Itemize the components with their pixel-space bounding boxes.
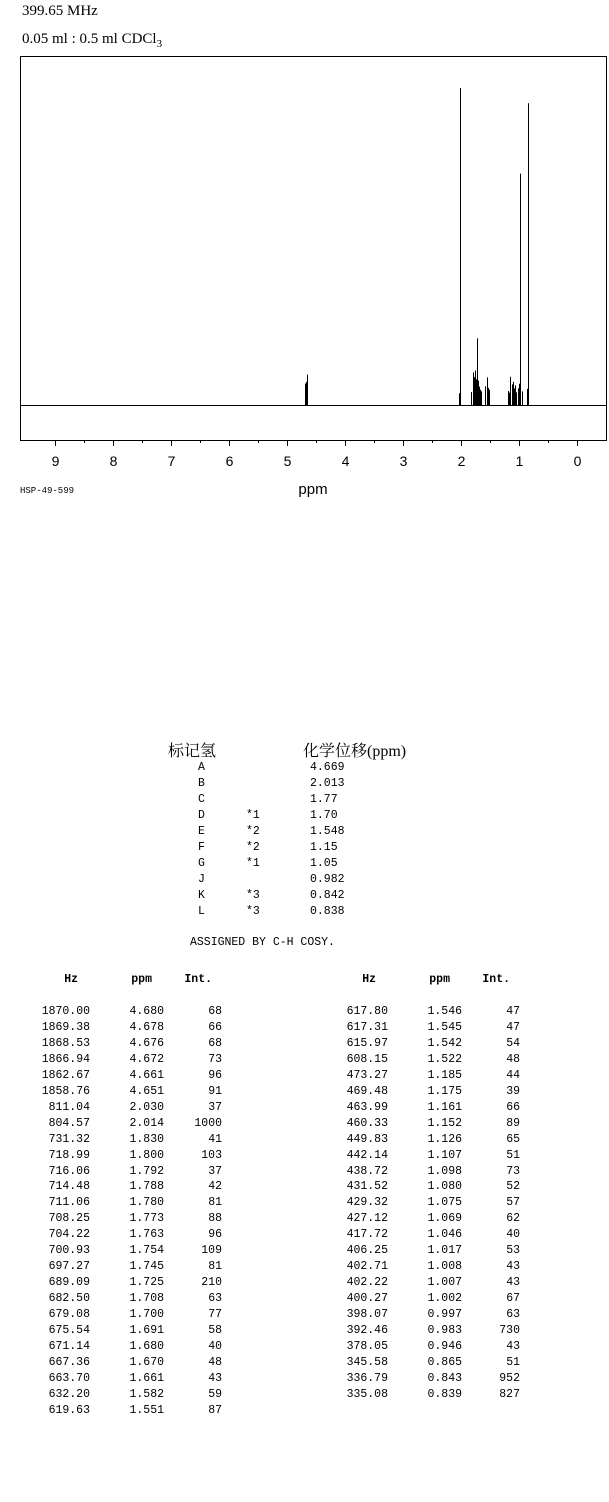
table-cell: 0.946: [427, 1340, 462, 1354]
peak-table-header-cell: ppm: [429, 973, 450, 986]
table-cell: 708.25: [48, 1212, 90, 1226]
table-row: [24, 1068, 222, 1084]
table-row: [322, 1259, 520, 1275]
assignment-shift: 0.838: [310, 905, 345, 918]
table-row: [322, 1148, 520, 1164]
solvent-subscript: 3: [156, 38, 163, 50]
table-cell: 1.522: [427, 1052, 462, 1066]
table-row: [322, 1307, 520, 1323]
table-cell: 40: [506, 1228, 520, 1242]
plot-frame: [21, 57, 607, 441]
table-cell: 89: [506, 1116, 520, 1130]
table-cell: 109: [201, 1244, 222, 1258]
table-cell: 0.843: [427, 1371, 462, 1385]
peak-table-header-cell: Int.: [184, 973, 212, 986]
table-cell: 632.20: [48, 1387, 90, 1401]
table-row: [24, 1403, 222, 1419]
table-cell: 667.36: [48, 1355, 90, 1369]
table-cell: 402.71: [346, 1260, 388, 1274]
table-row: [322, 1020, 520, 1036]
table-row: [24, 1371, 222, 1387]
table-cell: 697.27: [48, 1260, 90, 1274]
x-tick-label: 4: [341, 453, 350, 469]
table-cell: 1.725: [129, 1276, 164, 1290]
table-cell: 398.07: [346, 1308, 388, 1322]
table-cell: 718.99: [48, 1148, 90, 1162]
table-cell: 1.700: [129, 1308, 164, 1322]
assignment-note: [246, 760, 260, 776]
table-row: [322, 1068, 520, 1084]
table-cell: 1858.76: [41, 1084, 90, 1098]
table-cell: 42: [208, 1180, 222, 1194]
assignment-label: C: [198, 793, 205, 806]
table-cell: 65: [506, 1132, 520, 1146]
nmr-spectrum-chart: [0, 0, 609, 500]
assignment-shift: 1.548: [310, 825, 345, 838]
table-cell: 66: [506, 1100, 520, 1114]
table-row: [322, 1227, 520, 1243]
table-cell: 66: [208, 1020, 222, 1034]
table-cell: 1.545: [427, 1020, 462, 1034]
table-cell: 1.763: [129, 1228, 164, 1242]
table-row: [322, 1052, 520, 1068]
table-cell: 402.22: [346, 1276, 388, 1290]
table-cell: 43: [506, 1276, 520, 1290]
assignment-footer: ASSIGNED BY C-H COSY.: [190, 936, 335, 949]
assignment-label: E: [198, 825, 205, 838]
x-tick-label: 7: [167, 453, 176, 469]
x-tick-label: 3: [399, 453, 408, 469]
table-cell: 43: [208, 1371, 222, 1385]
table-cell: 417.72: [346, 1228, 388, 1242]
peak-lines: [306, 88, 529, 405]
assignment-labels: [198, 760, 205, 920]
table-cell: 619.63: [48, 1403, 90, 1417]
table-row: [322, 1179, 520, 1195]
table-row: [322, 1116, 520, 1132]
assignment-label: F: [198, 841, 205, 854]
table-row: [24, 1307, 222, 1323]
table-cell: 811.04: [48, 1100, 90, 1114]
table-cell: 400.27: [346, 1292, 388, 1306]
table-row: [322, 1164, 520, 1180]
table-cell: 617.31: [346, 1020, 388, 1034]
table-cell: 40: [208, 1340, 222, 1354]
table-cell: 91: [208, 1084, 222, 1098]
table-cell: 392.46: [346, 1324, 388, 1338]
table-cell: 1.780: [129, 1196, 164, 1210]
table-cell: 460.33: [346, 1116, 388, 1130]
table-row: [24, 1036, 222, 1052]
table-cell: 335.08: [346, 1387, 388, 1401]
table-cell: 96: [208, 1068, 222, 1082]
table-cell: 716.06: [48, 1164, 90, 1178]
assignment-note: *3: [246, 905, 260, 918]
table-row: [322, 1291, 520, 1307]
assignment-label: J: [198, 873, 205, 886]
assignment-label: B: [198, 777, 205, 790]
table-row: [322, 1100, 520, 1116]
table-cell: 4.661: [129, 1068, 164, 1082]
table-cell: 1.582: [129, 1387, 164, 1401]
table-cell: 51: [506, 1355, 520, 1369]
table-cell: 438.72: [346, 1164, 388, 1178]
table-cell: 1.800: [129, 1148, 164, 1162]
x-tick-label: 0: [573, 453, 582, 469]
table-cell: 4.680: [129, 1005, 164, 1018]
x-axis-label: ppm: [298, 481, 328, 498]
table-cell: 4.676: [129, 1036, 164, 1050]
table-row: [24, 1355, 222, 1371]
table-cell: 671.14: [48, 1340, 90, 1354]
assignment-label: L: [198, 905, 205, 918]
solvent-text: 0.05 ml : 0.5 ml CDCl: [22, 31, 157, 47]
x-axis-ticks: [52, 440, 582, 469]
table-cell: 53: [506, 1244, 520, 1258]
table-cell: 663.70: [48, 1371, 90, 1385]
table-row: [24, 1132, 222, 1148]
table-row: [24, 1211, 222, 1227]
x-tick-label: 2: [457, 453, 466, 469]
table-cell: 1.551: [129, 1403, 164, 1417]
peak-table-header-cell: Int.: [482, 973, 510, 986]
x-tick-label: 9: [51, 453, 60, 469]
table-cell: 1000: [194, 1116, 222, 1130]
table-row: [24, 1020, 222, 1036]
table-cell: 1866.94: [41, 1052, 90, 1066]
assignment-note: *3: [246, 889, 260, 902]
table-row: [322, 1004, 520, 1020]
assignment-shift: 1.77: [310, 793, 338, 806]
x-tick-label: 8: [109, 453, 118, 469]
table-cell: 96: [208, 1228, 222, 1242]
table-cell: 608.15: [346, 1052, 388, 1066]
peak-table-header: [322, 972, 520, 1004]
assignment-header-shift: 化学位移(ppm): [303, 743, 407, 760]
peak-table-left: [24, 972, 222, 1419]
table-row: [24, 1179, 222, 1195]
peak-table-header-cell: Hz: [64, 973, 78, 986]
table-cell: 1.069: [427, 1212, 462, 1226]
table-cell: 730: [499, 1324, 520, 1338]
assignment-note: *2: [246, 841, 260, 854]
table-cell: 1869.38: [41, 1020, 90, 1034]
table-cell: 345.58: [346, 1355, 388, 1369]
table-cell: 731.32: [48, 1132, 90, 1146]
table-cell: 406.25: [346, 1244, 388, 1258]
table-cell: 1.161: [427, 1100, 462, 1114]
peak-table-header-cell: Hz: [362, 973, 376, 986]
table-cell: 378.05: [346, 1340, 388, 1354]
x-tick-label: 1: [515, 453, 524, 469]
table-cell: 37: [208, 1100, 222, 1114]
table-cell: 4.651: [129, 1084, 164, 1098]
table-cell: 63: [506, 1308, 520, 1322]
assignment-note: *1: [246, 857, 260, 870]
assignment-shift: 0.842: [310, 889, 345, 902]
table-cell: 1.680: [129, 1340, 164, 1354]
table-row: [322, 1132, 520, 1148]
table-cell: 711.06: [48, 1196, 90, 1210]
table-cell: 429.32: [346, 1196, 388, 1210]
table-cell: 0.839: [427, 1387, 462, 1401]
table-cell: 1.175: [427, 1084, 462, 1098]
table-cell: 88: [208, 1212, 222, 1226]
table-row: [24, 1291, 222, 1307]
table-cell: 1.017: [427, 1244, 462, 1258]
table-cell: 1.788: [129, 1180, 164, 1194]
table-cell: 0.865: [427, 1355, 462, 1369]
table-cell: 1.745: [129, 1260, 164, 1274]
assignment-shift: 1.15: [310, 841, 338, 854]
table-cell: 1.107: [427, 1148, 462, 1162]
table-cell: 1862.67: [41, 1068, 90, 1082]
table-cell: 67: [506, 1292, 520, 1306]
table-cell: 87: [208, 1403, 222, 1417]
table-cell: 77: [208, 1308, 222, 1322]
table-cell: 1.754: [129, 1244, 164, 1258]
table-cell: 0.997: [427, 1308, 462, 1322]
table-row: [24, 1339, 222, 1355]
table-cell: 63: [208, 1292, 222, 1306]
table-cell: 1.152: [427, 1116, 462, 1130]
table-cell: 81: [208, 1260, 222, 1274]
peak-table-header: [24, 972, 222, 1004]
table-cell: 431.52: [346, 1180, 388, 1194]
table-cell: 62: [506, 1212, 520, 1226]
table-cell: 952: [499, 1371, 520, 1385]
assignment-note: [246, 872, 260, 888]
table-cell: 1.126: [427, 1132, 462, 1146]
table-cell: 1.080: [427, 1180, 462, 1194]
x-tick-label: 5: [283, 453, 292, 469]
table-cell: 804.57: [48, 1116, 90, 1130]
table-cell: 469.48: [346, 1084, 388, 1098]
table-cell: 37: [208, 1164, 222, 1178]
peak-table-header-cell: ppm: [131, 973, 152, 986]
assignment-label: G: [198, 857, 205, 870]
table-cell: 1.661: [129, 1371, 164, 1385]
table-cell: 1.008: [427, 1260, 462, 1274]
table-cell: 210: [201, 1276, 222, 1290]
table-cell: 463.99: [346, 1100, 388, 1114]
table-cell: 4.672: [129, 1052, 164, 1066]
table-cell: 615.97: [346, 1036, 388, 1050]
table-cell: 59: [208, 1387, 222, 1401]
table-row: [322, 1371, 520, 1387]
table-row: [24, 1052, 222, 1068]
table-cell: 1.792: [129, 1164, 164, 1178]
table-cell: 58: [208, 1324, 222, 1338]
table-cell: 2.014: [129, 1116, 164, 1130]
x-tick-label: 6: [225, 453, 234, 469]
table-row: [24, 1259, 222, 1275]
table-cell: 704.22: [48, 1228, 90, 1242]
table-cell: 675.54: [48, 1324, 90, 1338]
table-row: [322, 1323, 520, 1339]
table-row: [24, 1227, 222, 1243]
table-cell: 1.773: [129, 1212, 164, 1226]
table-row: [322, 1195, 520, 1211]
table-cell: 1.830: [129, 1132, 164, 1146]
table-cell: 1.546: [427, 1005, 462, 1018]
table-cell: 1868.53: [41, 1036, 90, 1050]
table-cell: 1.046: [427, 1228, 462, 1242]
table-row: [322, 1387, 520, 1403]
table-cell: 714.48: [48, 1180, 90, 1194]
table-cell: 1.708: [129, 1292, 164, 1306]
table-cell: 103: [201, 1148, 222, 1162]
assignment-shift: 4.669: [310, 761, 345, 774]
assignment-shift: 1.05: [310, 857, 338, 870]
table-cell: 52: [506, 1180, 520, 1194]
table-cell: 57: [506, 1196, 520, 1210]
table-row: [24, 1243, 222, 1259]
table-cell: 1870.00: [41, 1005, 90, 1018]
assignment-note: *1: [246, 809, 260, 822]
assignment-label: D: [198, 809, 205, 822]
table-cell: 1.007: [427, 1276, 462, 1290]
table-cell: 442.14: [346, 1148, 388, 1162]
table-cell: 47: [506, 1005, 520, 1018]
assignment-header-label: 标记氢: [168, 743, 217, 760]
assignment-note: [246, 792, 260, 808]
assignment-note: *2: [246, 825, 260, 838]
table-cell: 41: [208, 1132, 222, 1146]
table-cell: 689.09: [48, 1276, 90, 1290]
table-cell: 51: [506, 1148, 520, 1162]
table-cell: 43: [506, 1260, 520, 1274]
table-row: [322, 1243, 520, 1259]
table-row: [322, 1036, 520, 1052]
table-cell: 617.80: [346, 1005, 388, 1018]
table-cell: 1.542: [427, 1036, 462, 1050]
table-row: [24, 1387, 222, 1403]
table-cell: 44: [506, 1068, 520, 1082]
assignment-note: [246, 776, 260, 792]
table-cell: 43: [506, 1340, 520, 1354]
table-row: [24, 1148, 222, 1164]
table-row: [322, 1355, 520, 1371]
assignment-label: A: [198, 761, 205, 774]
molecule-structure: [0, 500, 609, 730]
table-row: [24, 1100, 222, 1116]
table-cell: 39: [506, 1084, 520, 1098]
table-cell: 2.030: [129, 1100, 164, 1114]
table-cell: 81: [208, 1196, 222, 1210]
assignment-shifts: [310, 760, 345, 920]
table-cell: 1.002: [427, 1292, 462, 1306]
assignment-shift: 0.982: [310, 873, 345, 886]
table-row: [322, 1339, 520, 1355]
table-cell: 4.678: [129, 1020, 164, 1034]
table-cell: 48: [208, 1355, 222, 1369]
table-cell: 1.691: [129, 1324, 164, 1338]
assignment-label: K: [198, 889, 205, 902]
table-cell: 679.08: [48, 1308, 90, 1322]
table-cell: 827: [499, 1387, 520, 1401]
table-cell: 1.098: [427, 1164, 462, 1178]
table-cell: 1.670: [129, 1355, 164, 1369]
table-cell: 54: [506, 1036, 520, 1050]
table-cell: 68: [208, 1005, 222, 1018]
table-cell: 1.185: [427, 1068, 462, 1082]
table-row: [322, 1275, 520, 1291]
table-cell: 682.50: [48, 1292, 90, 1306]
assignment-shift: 2.013: [310, 777, 345, 790]
table-row: [24, 1195, 222, 1211]
table-row: [24, 1323, 222, 1339]
table-cell: 68: [208, 1036, 222, 1050]
table-row: [322, 1084, 520, 1100]
table-cell: 473.27: [346, 1068, 388, 1082]
assignment-shift: 1.70: [310, 809, 338, 822]
table-row: [24, 1275, 222, 1291]
table-cell: 0.983: [427, 1324, 462, 1338]
table-row: [322, 1211, 520, 1227]
table-cell: 336.79: [346, 1371, 388, 1385]
spectrometer-frequency: 399.65 MHz: [22, 3, 98, 19]
table-row: [24, 1116, 222, 1132]
table-cell: 47: [506, 1020, 520, 1034]
table-cell: 427.12: [346, 1212, 388, 1226]
table-cell: 73: [506, 1164, 520, 1178]
table-row: [24, 1164, 222, 1180]
assignment-notes: [246, 760, 260, 920]
table-cell: 700.93: [48, 1244, 90, 1258]
table-row: [24, 1084, 222, 1100]
sample-code: HSP-49-599: [20, 486, 75, 496]
table-cell: 73: [208, 1052, 222, 1066]
peak-table-right: [322, 972, 520, 1403]
table-cell: 449.83: [346, 1132, 388, 1146]
table-row: [24, 1004, 222, 1020]
table-cell: 1.075: [427, 1196, 462, 1210]
table-cell: 48: [506, 1052, 520, 1066]
